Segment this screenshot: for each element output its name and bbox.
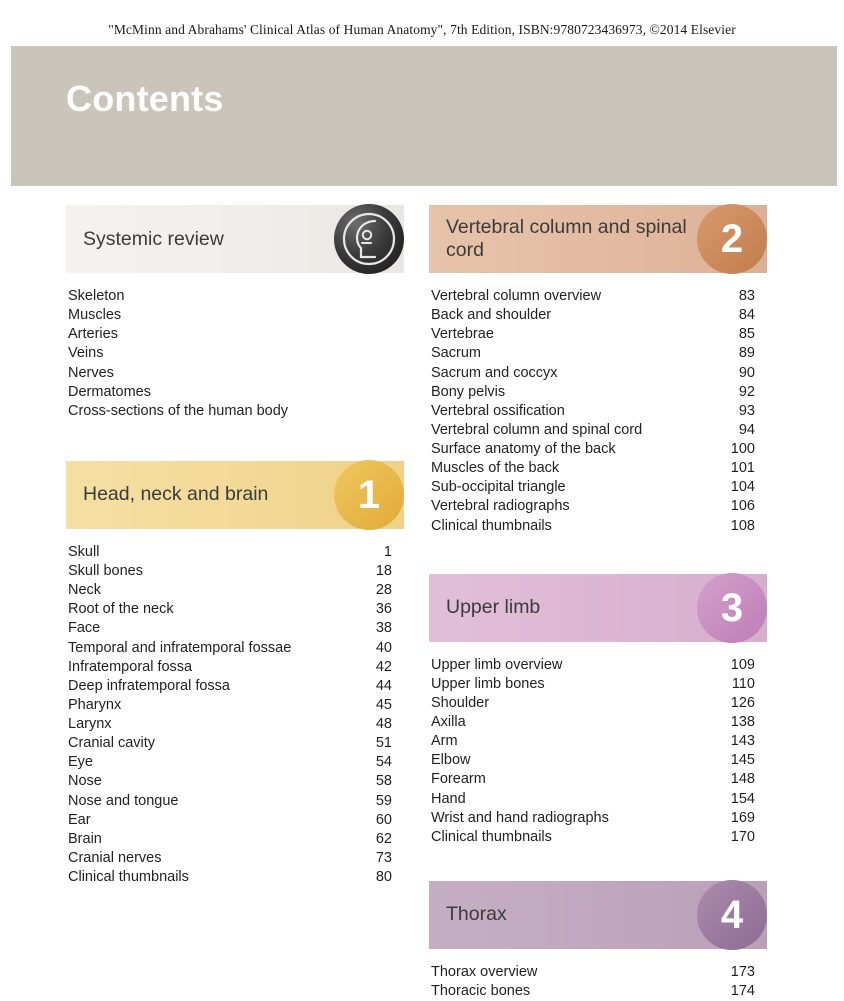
entry-label: Nerves <box>68 364 114 381</box>
entry-page: 143 <box>730 733 755 750</box>
section-header-thorax[interactable] <box>429 881 767 949</box>
list-item[interactable] <box>429 364 767 383</box>
entry-label: Arteries <box>68 326 118 343</box>
list-item[interactable] <box>429 344 767 363</box>
entry-page: 1 <box>383 543 392 560</box>
entry-label: Larynx <box>68 716 112 732</box>
entry-label: Surface anatomy of the back <box>431 441 616 457</box>
entry-page: 51 <box>375 735 392 752</box>
list-item[interactable] <box>429 421 767 440</box>
list-item[interactable] <box>429 478 767 497</box>
list-item[interactable] <box>66 344 404 363</box>
list-item[interactable] <box>66 619 404 638</box>
entry-label: Thoracic bones <box>431 983 531 999</box>
section-spacer <box>66 421 404 461</box>
entry-page: 101 <box>730 460 755 477</box>
entry-page: 83 <box>738 288 755 304</box>
entry-page: 48 <box>375 716 392 732</box>
section-upper-limb <box>429 574 767 847</box>
entry-page: 93 <box>738 402 755 419</box>
list-item[interactable] <box>429 713 767 732</box>
list-item[interactable] <box>429 982 767 1001</box>
entry-page: 106 <box>730 498 755 515</box>
list-item[interactable] <box>429 287 767 306</box>
list-item[interactable] <box>429 656 767 675</box>
entry-page: 110 <box>731 675 755 692</box>
entry-label: Face <box>68 620 101 637</box>
entry-page: 73 <box>375 849 392 866</box>
section-number-badge: 1 <box>334 460 404 530</box>
entry-page: 173 <box>730 963 755 980</box>
list-item[interactable] <box>66 325 404 344</box>
entry-label: Muscles of the back <box>431 460 560 477</box>
entry-label: Vertebrae <box>431 326 494 343</box>
list-item[interactable] <box>429 675 767 694</box>
entry-page: 109 <box>730 656 755 673</box>
entry-label: Clinical thumbnails <box>68 869 189 885</box>
section-vertebral-column-and-spinal-cord <box>429 205 767 536</box>
entry-label: Cross-sections of the human body <box>68 402 289 419</box>
entry-label: Bony pelvis <box>431 383 506 400</box>
entry-page: 80 <box>375 869 392 885</box>
entry-label: Wrist and hand radiographs <box>431 809 609 826</box>
entry-page: 28 <box>375 582 392 599</box>
entry-label: Ear <box>68 811 91 828</box>
section-title: Vertebral column and spinal cord <box>446 216 687 261</box>
entry-page: 174 <box>730 983 755 999</box>
entry-list-head-neck-and-brain <box>66 529 404 887</box>
list-item[interactable] <box>66 772 404 791</box>
entry-label: Skeleton <box>68 288 125 304</box>
list-item[interactable] <box>429 809 767 828</box>
entry-label: Upper limb bones <box>431 675 545 692</box>
entry-label: Vertebral column and spinal cord <box>431 421 643 438</box>
entry-label: Sacrum <box>431 345 481 362</box>
entry-page: 89 <box>738 345 755 362</box>
entry-page: 45 <box>375 696 392 713</box>
entry-label: Thorax overview <box>431 963 538 980</box>
entry-page: 148 <box>730 771 755 788</box>
list-item[interactable] <box>429 790 767 809</box>
section-header-systemic-review[interactable] <box>66 205 404 273</box>
section-header-upper-limb[interactable] <box>429 574 767 642</box>
entry-page: 145 <box>730 752 755 769</box>
entry-label: Pharynx <box>68 696 122 713</box>
list-item[interactable] <box>429 306 767 325</box>
entry-page: 58 <box>375 773 392 790</box>
entry-page: 138 <box>730 714 755 730</box>
entry-page: 62 <box>375 830 392 847</box>
section-title: Upper limb <box>446 596 541 619</box>
entry-label: Muscles <box>68 307 122 324</box>
entry-label: Cranial nerves <box>68 849 162 866</box>
list-item[interactable] <box>66 600 404 619</box>
entry-label: Brain <box>68 830 102 847</box>
list-item[interactable] <box>66 658 404 677</box>
entry-label: Cranial cavity <box>68 735 156 752</box>
section-spacer <box>429 847 767 881</box>
list-item[interactable] <box>66 543 404 562</box>
list-item[interactable] <box>429 325 767 344</box>
entry-page: 40 <box>375 639 392 656</box>
list-item[interactable] <box>66 830 404 849</box>
section-number-badge: 4 <box>697 880 767 950</box>
entry-label: Upper limb overview <box>431 656 563 673</box>
list-item[interactable] <box>429 497 767 516</box>
entry-label: Sub-occipital triangle <box>431 479 566 496</box>
entry-page: 108 <box>730 517 755 534</box>
head-profile-icon <box>334 204 404 274</box>
section-title: Thorax <box>446 903 507 926</box>
list-item[interactable] <box>429 963 767 982</box>
entry-label: Shoulder <box>431 694 490 711</box>
list-item[interactable] <box>66 811 404 830</box>
list-item[interactable] <box>66 287 404 306</box>
entry-label: Sacrum and coccyx <box>431 364 558 381</box>
list-item[interactable] <box>429 402 767 421</box>
entry-page: 94 <box>738 421 755 438</box>
entry-label: Skull <box>68 543 100 560</box>
entry-label: Root of the neck <box>68 601 174 618</box>
section-thorax <box>429 881 767 1001</box>
entry-page: 18 <box>375 563 392 579</box>
list-item[interactable] <box>66 849 404 868</box>
entry-page: 90 <box>738 364 755 381</box>
list-item[interactable] <box>66 581 404 600</box>
entry-label: Eye <box>68 754 93 771</box>
entry-page: 170 <box>730 828 755 845</box>
entry-label: Dermatomes <box>68 383 151 400</box>
entry-page: 60 <box>375 811 392 828</box>
entry-page: 44 <box>375 677 392 694</box>
section-spacer <box>429 536 767 574</box>
entry-label: Back and shoulder <box>431 307 552 324</box>
citation-line: "McMinn and Abrahams' Clinical Atlas of Human Anatomy", 7th Edition, ISBN:9780723436973, ©2014 Elsevier <box>108 22 736 37</box>
entry-label: Neck <box>68 582 102 599</box>
entry-label: Forearm <box>431 771 486 788</box>
entry-label: Elbow <box>431 752 471 769</box>
list-item[interactable] <box>66 734 404 753</box>
entry-list-vertebral-column <box>429 273 767 536</box>
entry-page: 92 <box>738 383 755 400</box>
list-item[interactable] <box>66 383 404 402</box>
list-item[interactable] <box>66 753 404 772</box>
section-number-badge: 3 <box>697 573 767 643</box>
entry-label: Nose and tongue <box>68 792 179 809</box>
entry-page: 36 <box>375 601 392 618</box>
entry-page: 54 <box>375 754 392 771</box>
list-item[interactable] <box>429 751 767 770</box>
entry-list-upper-limb <box>429 642 767 847</box>
entry-label: Clinical thumbnails <box>431 517 552 534</box>
list-item[interactable] <box>66 792 404 811</box>
entry-page: 85 <box>738 326 755 343</box>
entry-list-systemic-review <box>66 273 404 421</box>
list-item[interactable] <box>429 770 767 789</box>
list-item[interactable] <box>66 696 404 715</box>
section-title: Head, neck and brain <box>83 483 269 506</box>
list-item[interactable] <box>66 715 404 734</box>
list-item[interactable] <box>66 364 404 383</box>
entry-page: 59 <box>375 792 392 809</box>
entry-label: Vertebral ossification <box>431 402 565 419</box>
list-item[interactable] <box>429 383 767 402</box>
entry-label: Deep infratemporal fossa <box>68 677 230 694</box>
list-item[interactable] <box>66 677 404 696</box>
list-item[interactable] <box>429 517 767 536</box>
list-item[interactable] <box>429 459 767 478</box>
entry-label: Temporal and infratemporal fossae <box>68 639 292 656</box>
entry-label: Infratemporal fossa <box>68 658 193 675</box>
entry-page: 100 <box>730 441 755 457</box>
list-item[interactable] <box>66 306 404 325</box>
entry-label: Axilla <box>431 714 466 730</box>
entry-page: 126 <box>730 694 755 711</box>
entry-page: 104 <box>730 479 755 496</box>
list-item[interactable] <box>66 868 404 887</box>
list-item[interactable] <box>66 639 404 658</box>
entry-label: Clinical thumbnails <box>431 828 552 845</box>
section-systemic-review <box>66 205 404 421</box>
entry-label: Hand <box>431 790 466 807</box>
list-item[interactable] <box>66 562 404 581</box>
entry-label: Arm <box>431 733 458 750</box>
entry-page: 169 <box>730 809 755 826</box>
list-item[interactable] <box>429 732 767 751</box>
entry-page: 84 <box>738 307 755 324</box>
section-header-vertebral-column[interactable] <box>429 205 767 273</box>
section-head-neck-and-brain <box>66 461 404 887</box>
section-number-badge: 2 <box>697 204 767 274</box>
entry-label: Vertebral column overview <box>431 288 602 304</box>
right-column <box>429 205 767 1001</box>
entry-label: Vertebral radiographs <box>431 498 570 515</box>
list-item[interactable] <box>429 828 767 847</box>
entry-label: Skull bones <box>68 563 143 579</box>
entry-page: 42 <box>375 658 392 675</box>
list-item[interactable] <box>429 440 767 459</box>
entry-list-thorax <box>429 949 767 1001</box>
contents-columns <box>0 205 844 1000</box>
entry-page: 154 <box>730 790 755 807</box>
entry-page: 38 <box>375 620 392 637</box>
list-item[interactable] <box>429 694 767 713</box>
section-title: Systemic review <box>83 227 224 250</box>
left-column <box>66 205 404 887</box>
entry-label: Veins <box>68 345 104 362</box>
page-title: Contents <box>66 78 224 119</box>
section-header-head-neck-and-brain[interactable] <box>66 461 404 529</box>
entry-label: Nose <box>68 773 102 790</box>
list-item[interactable] <box>66 402 404 421</box>
